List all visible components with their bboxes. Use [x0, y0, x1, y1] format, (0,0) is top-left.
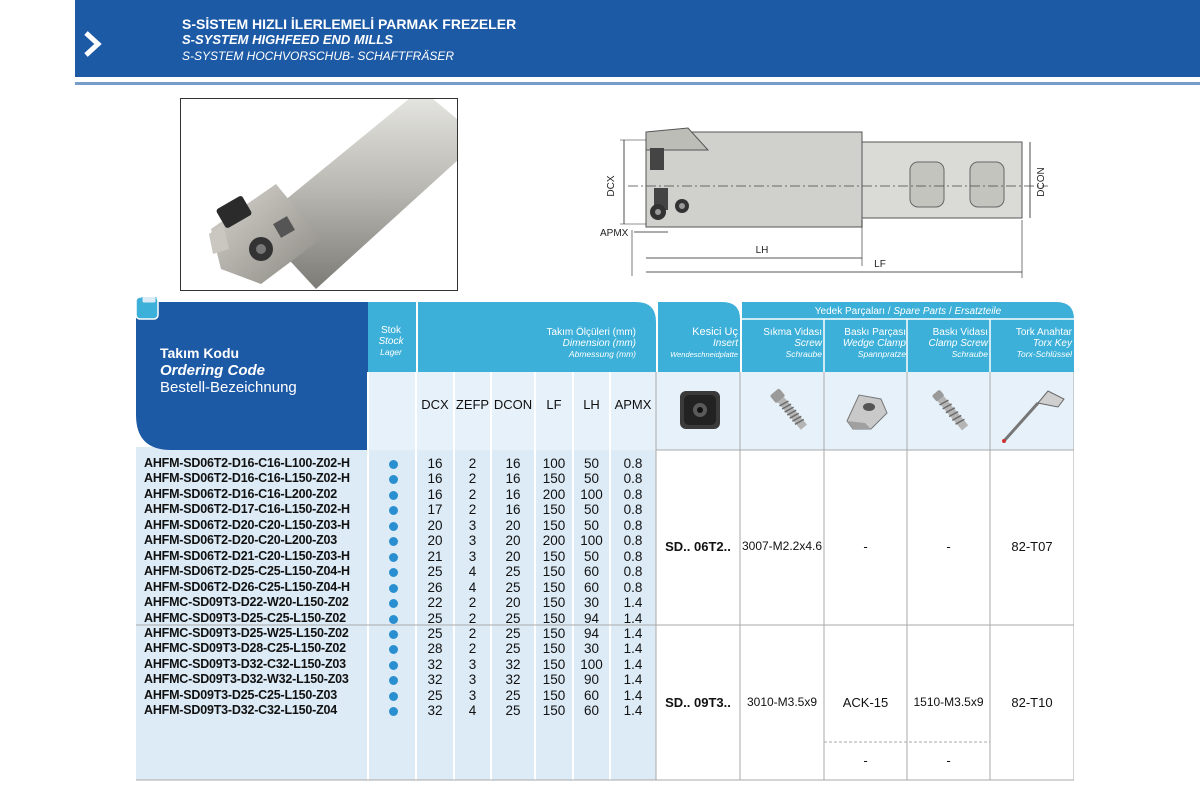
cell-apmx: 0.8: [623, 564, 643, 580]
group1-screw: 3007-M2.2x4.6: [741, 539, 823, 553]
stock-tr: Stok: [380, 325, 401, 336]
stock-dot-icon: [389, 584, 398, 593]
cell-dcx: 32: [427, 703, 443, 719]
cell-dcx: 25: [427, 625, 443, 641]
cell-lh: 60: [583, 579, 600, 595]
cell-lf: 150: [542, 517, 566, 533]
group3-wedge: -: [863, 753, 868, 768]
clamp-screw-tr: Baskı Vidası: [932, 327, 988, 338]
cell-zefp: 4: [468, 564, 477, 580]
end-mill-photo: [181, 99, 458, 291]
table-row: [136, 626, 1074, 641]
cell-dcx: 16: [427, 456, 443, 471]
cell-lh: 50: [583, 517, 600, 533]
cell-lf: 150: [542, 625, 566, 641]
ordering-code-de: Bestell-Bezeichnung: [160, 379, 297, 396]
screw-en: Screw: [794, 338, 822, 349]
cell-zefp: 2: [468, 471, 477, 487]
spare-en: Spare Parts: [893, 306, 947, 317]
stock-dot-icon: [389, 568, 398, 577]
cell-zefp: 2: [468, 610, 477, 626]
insert-tr: Kesici Uç: [692, 326, 738, 338]
cell-zefp: 2: [468, 502, 477, 518]
stock-dot-icon: [389, 661, 398, 670]
cell-dcon: 25: [505, 579, 521, 595]
table-row: [136, 518, 1074, 533]
cell-dcx: 17: [427, 502, 443, 518]
cell-dcon: 25: [505, 687, 521, 703]
cell-dcon: 20: [505, 595, 521, 611]
spare-de: Ersatzteile: [954, 306, 1002, 317]
cell-apmx: 1.4: [623, 687, 643, 703]
cell-lf: 150: [542, 471, 566, 487]
group3-clamp-screw: -: [946, 753, 951, 768]
table-row: [136, 580, 1074, 595]
clamp-screw-header: [909, 327, 988, 360]
cell-apmx: 1.4: [623, 656, 643, 672]
table-row: [136, 641, 1074, 656]
ordering-code: AHFMC-SD09T3-D32-W32-L150-Z03: [144, 672, 349, 687]
cell-lh: 100: [580, 486, 603, 502]
col-zefp: ZEFP: [455, 397, 490, 412]
group1-wedge: -: [863, 539, 868, 554]
ordering-code: AHFMC-SD09T3-D28-C25-L150-Z02: [144, 641, 346, 656]
cell-dcon: 32: [505, 656, 521, 672]
dcx-label: DCX: [606, 175, 617, 197]
cell-lh: 50: [583, 502, 600, 518]
cell-dcon: 20: [505, 548, 521, 564]
cell-lh: 94: [583, 625, 600, 641]
cell-zefp: 2: [468, 456, 477, 471]
stock-dot-icon: [389, 707, 398, 716]
cell-lh: 60: [583, 703, 600, 719]
cell-zefp: 3: [468, 672, 477, 688]
ordering-code: AHFMC-SD09T3-D32-C32-L150-Z03: [144, 656, 346, 671]
cell-apmx: 0.8: [623, 548, 643, 564]
ordering-code: AHFM-SD09T3-D25-C25-L150-Z03: [144, 687, 338, 702]
stock-de: Lager: [380, 347, 402, 357]
cell-lh: 50: [583, 456, 600, 471]
cell-zefp: 3: [468, 533, 477, 549]
table-row: [136, 456, 1074, 471]
ordering-code: AHFMC-SD09T3-D25-C25-L150-Z02: [144, 610, 346, 625]
product-table: [136, 297, 1074, 782]
cell-lf: 150: [542, 610, 566, 626]
spare-tr: Yedek Parçaları /: [814, 306, 891, 317]
cell-apmx: 1.4: [623, 703, 643, 719]
wedge-tr: Baskı Parçası: [844, 327, 906, 338]
screw-icon: [764, 383, 814, 439]
ordering-code: AHFM-SD06T2-D16-C16-L200-Z02: [144, 486, 338, 501]
ordering-code: AHFMC-SD09T3-D22-W20-L150-Z02: [144, 595, 349, 610]
cell-lf: 150: [542, 656, 566, 672]
ordering-code: AHFM-SD06T2-D16-C16-L100-Z02-H: [144, 456, 350, 470]
chevron-right-icon: [82, 30, 104, 58]
wedge-header: [826, 327, 906, 360]
cell-dcx: 25: [427, 687, 443, 703]
cell-zefp: 3: [468, 517, 477, 533]
group2-insert: SD.. 09T3..: [665, 695, 731, 710]
stock-dot-icon: [389, 645, 398, 654]
cell-apmx: 1.4: [623, 672, 643, 688]
cell-lh: 90: [583, 672, 600, 688]
ordering-code: AHFM-SD06T2-D25-C25-L150-Z04-H: [144, 564, 350, 579]
ordering-code-header: [160, 345, 297, 396]
cell-apmx: 0.8: [623, 533, 643, 549]
cell-lh: 60: [583, 564, 600, 580]
cell-dcon: 25: [505, 610, 521, 626]
torx-tr: Tork Anahtar: [1015, 327, 1072, 338]
spare-parts-header: [742, 306, 1074, 317]
stock-dot-icon: [389, 522, 398, 531]
torx-key-icon: [998, 383, 1068, 447]
cell-dcx: 21: [427, 548, 443, 564]
cell-lh: 100: [580, 533, 603, 549]
cell-dcon: 16: [505, 486, 521, 502]
clamp-screw-icon: [928, 383, 974, 439]
dimension-tr: Takım Ölçüleri (mm): [546, 327, 636, 338]
cell-lh: 50: [583, 471, 600, 487]
cell-dcon: 20: [505, 517, 521, 533]
cell-dcon: 16: [505, 456, 521, 471]
table-row: [136, 611, 1074, 626]
ordering-code: AHFM-SD06T2-D17-C16-L150-Z02-H: [144, 502, 350, 517]
stock-dot-icon: [389, 506, 398, 515]
cell-dcx: 28: [427, 641, 443, 657]
stock-dot-icon: [389, 630, 398, 639]
ordering-code: AHFM-SD06T2-D20-C20-L150-Z03-H: [144, 517, 350, 532]
cell-zefp: 2: [468, 486, 477, 502]
cell-lh: 30: [583, 595, 600, 611]
ordering-code: AHFMC-SD09T3-D25-W25-L150-Z02: [144, 625, 349, 640]
wedge-en: Wedge Clamp: [842, 338, 906, 349]
group1-clamp-screw: -: [946, 539, 951, 554]
table-row: [136, 657, 1074, 672]
stock-dot-icon: [389, 692, 398, 701]
stock-dot-icon: [389, 615, 398, 624]
table-row: [136, 595, 1074, 610]
cell-zefp: 3: [468, 687, 477, 703]
lh-label: LH: [755, 245, 769, 256]
product-photo: [180, 98, 458, 291]
col-lf: LF: [546, 397, 562, 412]
cell-apmx: 1.4: [623, 595, 643, 611]
insert-header: [658, 327, 738, 360]
cell-zefp: 2: [468, 595, 477, 611]
cell-zefp: 2: [468, 625, 477, 641]
cell-lf: 150: [542, 564, 566, 580]
stock-dot-icon: [389, 475, 398, 484]
cell-apmx: 0.8: [623, 502, 643, 518]
ordering-code: AHFM-SD06T2-D20-C20-L200-Z03: [144, 533, 338, 548]
stock-dot-icon: [389, 553, 398, 562]
cell-lf: 150: [542, 595, 566, 611]
spare-sep: /: [948, 306, 952, 317]
technical-drawing: [598, 120, 1068, 285]
cell-lf: 150: [542, 641, 566, 657]
group1-insert: SD.. 06T2..: [665, 539, 731, 554]
stock-dot-icon: [389, 460, 398, 469]
cell-dcx: 32: [427, 672, 443, 688]
table-row: [136, 564, 1074, 579]
cell-zefp: 4: [468, 703, 477, 719]
cell-lh: 94: [583, 610, 600, 626]
table-row: [136, 487, 1074, 502]
cell-lh: 60: [583, 687, 600, 703]
cell-apmx: 1.4: [623, 641, 643, 657]
cell-dcx: 16: [427, 471, 443, 487]
group2-wedge: ACK-15: [842, 695, 889, 710]
cell-dcx: 22: [427, 595, 443, 611]
stock-dot-icon: [389, 537, 398, 546]
col-lh: LH: [583, 397, 600, 412]
title-en: S-SYSTEM HIGHFEED END MILLS: [182, 32, 393, 47]
cell-lf: 150: [542, 703, 566, 719]
cell-lf: 200: [542, 486, 566, 502]
cell-dcx: 32: [427, 656, 443, 672]
cell-lh: 100: [580, 656, 603, 672]
dimension-de: Abmessung (mm): [568, 349, 636, 359]
col-dcon: DCON: [493, 397, 533, 412]
cell-dcon: 32: [505, 672, 521, 688]
col-dcx: DCX: [421, 397, 449, 412]
wedge-clamp-icon: [841, 385, 891, 435]
dimension-header: [418, 327, 636, 360]
group2-clamp-screw: 1510-M3.5x9: [913, 695, 984, 709]
ordering-code-tr: Takım Kodu: [160, 345, 240, 361]
group2-torx: 82-T10: [1011, 695, 1053, 710]
cell-lf: 150: [542, 502, 566, 518]
cell-zefp: 3: [468, 548, 477, 564]
cell-lf: 200: [542, 533, 566, 549]
torx-de: Torx-Schlüssel: [1016, 349, 1072, 359]
wedge-de: Spannpratze: [857, 349, 906, 359]
table-row: [136, 672, 1074, 687]
cell-dcon: 16: [505, 471, 521, 487]
torx-header: [992, 327, 1072, 360]
stock-dot-icon: [389, 676, 398, 685]
cell-apmx: 1.4: [623, 625, 643, 641]
cell-lf: 150: [542, 579, 566, 595]
stock-dot-icon: [389, 491, 398, 500]
stock-dot-icon: [389, 599, 398, 608]
cell-dcx: 16: [427, 486, 443, 502]
cell-dcon: 25: [505, 625, 521, 641]
cell-zefp: 3: [468, 656, 477, 672]
title-de: S-SYSTEM HOCHVORSCHUB- SCHAFTFRÄSER: [182, 49, 455, 63]
cell-apmx: 0.8: [623, 579, 643, 595]
insert-icon: [676, 385, 724, 433]
cell-dcon: 25: [505, 564, 521, 580]
cell-apmx: 0.8: [623, 517, 643, 533]
dimension-en: Dimension (mm): [562, 338, 636, 349]
ordering-code: AHFM-SD06T2-D21-C20-L150-Z03-H: [144, 548, 350, 563]
cell-dcx: 26: [427, 579, 443, 595]
title-tr: S-SİSTEM HIZLI İLERLEMELİ PARMAK FREZELER: [182, 16, 517, 32]
cell-apmx: 0.8: [623, 456, 643, 471]
group1-torx: 82-T07: [1011, 539, 1053, 554]
header-titles: [112, 16, 516, 64]
screw-header: [742, 327, 822, 360]
screw-tr: Sıkma Vidası: [763, 327, 822, 338]
cell-dcx: 20: [427, 533, 443, 549]
cell-apmx: 0.8: [623, 471, 643, 487]
lf-label: LF: [874, 259, 886, 270]
cell-dcx: 25: [427, 610, 443, 626]
insert-de: Wendeschneidplatte: [670, 350, 738, 359]
header-rule: [75, 82, 1200, 85]
cell-dcon: 25: [505, 641, 521, 657]
cell-apmx: 1.4: [623, 610, 643, 626]
cell-zefp: 2: [468, 641, 477, 657]
cell-apmx: 0.8: [623, 486, 643, 502]
cell-zefp: 4: [468, 579, 477, 595]
ordering-code: AHFM-SD09T3-D32-C32-L150-Z04: [144, 703, 338, 718]
screw-de: Schraube: [785, 349, 822, 359]
ordering-code: AHFM-SD06T2-D26-C25-L150-Z04-H: [144, 579, 350, 594]
torx-en: Torx Key: [1032, 338, 1072, 349]
cell-lf: 150: [542, 672, 566, 688]
table-row: [136, 471, 1074, 486]
stock-header: [368, 325, 414, 358]
cell-dcx: 25: [427, 564, 443, 580]
clamp-screw-en: Clamp Screw: [928, 338, 988, 349]
cell-dcon: 16: [505, 502, 521, 518]
cell-lh: 30: [583, 641, 600, 657]
stock-en: Stock: [378, 336, 404, 347]
table-row: [136, 502, 1074, 517]
cell-lf: 150: [542, 687, 566, 703]
cell-dcx: 20: [427, 517, 443, 533]
insert-en: Insert: [712, 338, 738, 349]
cell-lh: 50: [583, 548, 600, 564]
cell-dcon: 20: [505, 533, 521, 549]
ordering-code-en: Ordering Code: [160, 362, 266, 379]
group2-screw: 3010-M3.5x9: [746, 695, 818, 709]
cell-lf: 150: [542, 548, 566, 564]
col-apmx: APMX: [614, 397, 652, 412]
ordering-code: AHFM-SD06T2-D16-C16-L150-Z02-H: [144, 471, 350, 486]
dcon-label: DCON: [1036, 167, 1047, 197]
cell-lf: 100: [542, 456, 566, 471]
clamp-screw-de: Schraube: [951, 349, 988, 359]
cell-dcon: 25: [505, 703, 521, 719]
apmx-label: APMX: [600, 228, 629, 239]
